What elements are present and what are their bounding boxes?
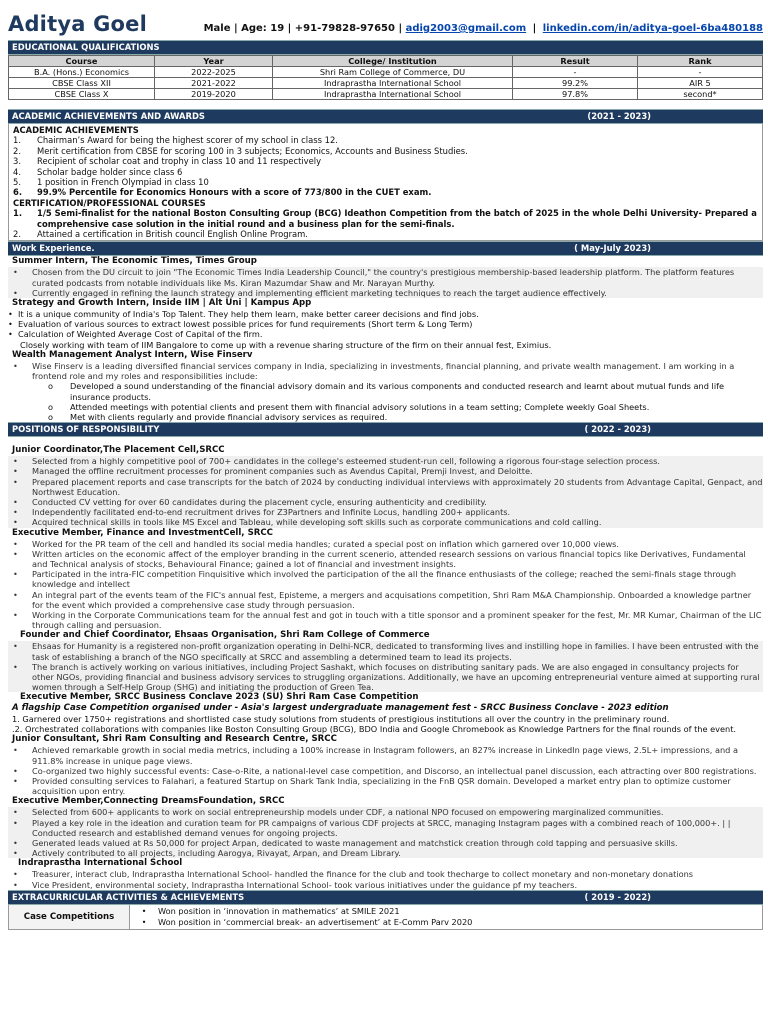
bullet-icon: • — [13, 838, 18, 848]
table-header-row — [9, 56, 763, 67]
list-item — [8, 507, 763, 517]
academic-box — [8, 124, 763, 241]
bullet-icon: • — [13, 507, 18, 518]
item-text: 1 position in French Olympiad in class 10 — [37, 177, 209, 188]
circle-bullet-icon: o — [48, 401, 54, 412]
work-header — [8, 241, 763, 256]
bullet-text: Evaluation of various sources to extract lowest possible prices for fund requirements (Short term & Long Term) — [18, 319, 473, 330]
education-title: EDUCATIONAL QUALIFICATIONS — [12, 42, 160, 52]
bullet-icon: • — [13, 589, 18, 600]
numbered-line: 1. Garnered over 1750+ registrations and shortlisted case study solutions from students of prestigious institutions all over the country in the preliminary round. — [12, 713, 670, 724]
bullet-text: Provided consulting services to Falahari, a featured Startup on Shark Tank India, specializing in the FnB QSR domain. Developed a market entry plan to optimize customer acquisition upon entry. — [32, 775, 731, 797]
bullet-text: Co-organized two highly successful events: Case-o-Rite, a national-level case competition, and Discorso, an intellectual panel discussion, each attracting over 800 registrations. — [32, 765, 757, 776]
table-cell: 2021-2022 — [155, 78, 273, 89]
col-result: Result — [513, 56, 638, 67]
bullet-icon: • — [13, 538, 18, 549]
item-text: Chairman’s Award for being the highest scorer of my school in class 12. — [37, 135, 338, 146]
list-item — [8, 381, 763, 401]
bullet-icon: • — [13, 609, 18, 620]
certification-subtitle: CERTIFICATION/PROFESSIONAL COURSES — [13, 197, 206, 208]
bullet-text: An integral part of the events team of the FIC's annual fest, Episteme, a mergers and acquisations competition, Shri Ram M&A Championship. Onboarded a knowledge partner for the event which provided a comprehensive case study through persuasion. — [32, 589, 752, 610]
extracurricular-dates: ( 2019 - 2022) — [584, 891, 651, 902]
item-text: Attained a certification in British council English Online Program. — [37, 229, 308, 240]
list-item — [8, 766, 763, 776]
bullet-text: Currently engaged in refining the launch strategy and implementing efficient marketing techniques to reach the target audience effectively. — [32, 287, 607, 298]
list-item — [13, 156, 758, 166]
por-header — [8, 422, 763, 437]
position-subtitle: A flagship Case Competition organised under - Asia's largest undergraduate management fest - SRCC Business Conclave - 2023 edition — [12, 703, 669, 714]
category-label: Case Competitions — [9, 905, 130, 929]
list-item — [8, 477, 763, 497]
job-title: Summer Intern, The Economic Times, Times Group — [12, 256, 257, 267]
contact-line — [204, 23, 763, 34]
list-item — [8, 745, 763, 765]
spacer — [8, 100, 763, 109]
bullet-text: Managed the offline recruitment processes for prominent companies such as Avendus Capital, Premji Invest, and Deloitte. — [32, 466, 533, 477]
email-link[interactable]: adig2003@gmail.com — [405, 23, 527, 34]
academic-header — [8, 109, 763, 124]
job-title: Wealth Management Analyst Intern, Wise Finserv — [12, 349, 253, 360]
bullet-icon: • — [141, 916, 147, 927]
resume-page — [8, 0, 763, 930]
work-title: Work Experience. — [12, 243, 95, 254]
education-table — [8, 55, 763, 100]
por-dates: ( 2022 - 2023) — [584, 424, 651, 435]
bullet-text: Calculation of Weighted Average Cost of Capital of the firm. — [18, 329, 263, 340]
bullet-text: Met with clients regularly and provide financial advisory services as required. — [70, 411, 388, 422]
table-cell: CBSE Class XII — [9, 78, 155, 89]
item-number: 6. — [13, 187, 23, 198]
list-item — [8, 549, 763, 569]
list-item — [8, 412, 763, 422]
bullet-text: Wise Finserv is a leading diversified financial services company in India, specializing in investments, financial planning, and private wealth management. I am working in a frontend role and my roles and responsibilities include: — [32, 360, 735, 382]
job-note: Closely working with team of IIM Bangalore to come up with a revenue sharing structure of the firm on their annual fest, Eximius. — [20, 339, 552, 350]
bullet-text: Achieved remarkable growth in social media metrics, including a 100% increase in Instagram followers, an 827% increase in LinkedIn page views, 2.5L+ impressions, and a 911.8% increase in unique page views. — [32, 745, 738, 766]
table-cell: 99.2% — [513, 78, 638, 89]
bullet-text: It is a unique community of India's Top Talent. They help them learn, make better career decisions and find jobs. — [18, 309, 479, 320]
table-cell: CBSE Class X — [9, 89, 155, 100]
bullet-icon: • — [13, 817, 18, 828]
extracurricular-table — [8, 905, 763, 930]
table-cell: 97.8% — [513, 89, 638, 100]
bullet-icon: • — [141, 905, 147, 916]
list-item — [8, 267, 763, 287]
bullet-text: Chosen from the DU circuit to join "The Economic Times India Leadership Council," the country's prestigious membership-based leadership platform. The platform features curated podcasts from notable individuals like Ms. Kiran Mazumdar Shaw and Mr. Narayan Murthy. — [32, 267, 735, 288]
item-number: 1. — [13, 208, 23, 219]
list-item — [8, 848, 763, 858]
bullet-icon: • — [13, 517, 18, 528]
bullet-icon: • — [8, 319, 13, 330]
item-number: 5. — [13, 177, 21, 188]
bullet-text: The branch is actively working on various initiatives, including Project Sashakt, which focuses on distributing sanitary pads. We are also engaged in consultancy projects for other NGOs, providing financial and business advisory services to struggling organizations. Additionally, we have an upcoming entrepreneurial venture aimed at supporting rural women through a Self-Help Group (SHG) and initiating the production of Green Tea. — [32, 661, 760, 693]
bullet-icon: • — [13, 848, 18, 859]
list-item — [8, 539, 763, 549]
list-item — [8, 662, 763, 693]
table-cell: Indraprastha International School — [273, 78, 513, 89]
circle-bullet-icon: o — [48, 411, 54, 422]
linkedin-link[interactable]: linkedin.com/in/aditya-goel-6ba480188 — [542, 23, 763, 34]
bullet-text: Worked for the PR team of the cell and handled its social media handles; curated a special post on inflation which garnered over 10,000 views. — [32, 538, 620, 549]
list-item — [8, 517, 763, 527]
bullet-icon: • — [13, 641, 18, 652]
item-text: 99.9% Percentile for Economics Honours with a score of 773/800 in the CUET exam. — [37, 187, 432, 198]
bullet-icon: • — [8, 309, 13, 320]
work-dates: ( May-July 2023) — [574, 243, 651, 254]
bullet-text: Prepared placement reports and case transcripts for the batch of 2024 by conducting individual interviews with approximately 20 students from Advantage Capital, Genpact, and Northwest Education. — [32, 476, 763, 497]
table-row — [9, 89, 763, 100]
bullet-text: Ehsaas for Humanity is a registered non-profit organization operating in Delhi-NCR, dedicated to transforming lives and instilling hope in families. I have been entrusted with the task of establishing a branch of the NGO specifically at SRCC and assembling a determined team to lead its projects. — [32, 641, 759, 662]
bullet-icon: • — [13, 548, 18, 559]
table-cell: Indraprastha International School — [273, 89, 513, 100]
bullet-text: Generated leads valued at Rs 50,000 for project Arpan, dedicated to waste management and matchstick creation through cold tapping and persuasive skills. — [32, 838, 678, 848]
item-text: 1/5 Semi-finalist for the national Boston Consulting Group (BCG) Ideathon Competition from the batch of 2025 in the whole Delhi University- Prepared a comprehensive case solution in the initial round and a business plan for the semi-finals. — [37, 208, 757, 229]
bullet-text: Written articles on the economic affect of the employer branding in the current scenerio, attended research sessions on various financial topics like Derivatives, Fundamental and Technical analysis of stocks, Behavioural Finance; gained a lot of financial and investment insights. — [32, 548, 746, 569]
list-item — [8, 610, 763, 630]
table-cell: second* — [638, 89, 763, 100]
list-item — [13, 135, 758, 145]
bullet-icon: • — [13, 745, 18, 756]
col-institution: College/ Institution — [273, 56, 513, 67]
list-item — [8, 838, 763, 848]
position-title: Junior Coordinator,The Placement Cell,SRCC — [12, 445, 225, 456]
list-item — [8, 590, 763, 610]
list-item — [8, 569, 763, 589]
item-number: 2. — [13, 229, 21, 240]
list-item — [8, 776, 763, 796]
position-title: Executive Member, SRCC Business Conclave 2023 (SU) Shri Ram Case Competition — [20, 692, 419, 703]
bullet-text: Selected from 600+ applicants to work on social entrepreneurship models under CDF, a national NPO focused on empowering marginalized communities. — [32, 807, 664, 818]
spacer — [8, 437, 763, 445]
personal-details: Male | Age: 19 | +91-79828-97650 | — [203, 23, 403, 34]
position-title: Junior Consultant, Shri Ram Consulting and Research Centre, SRCC — [12, 734, 337, 745]
bullet-icon: • — [13, 476, 18, 487]
position-title: Executive Member,Connecting DreamsFoundation, SRCC — [12, 796, 285, 807]
por-title: POSITIONS OF RESPONSIBILITY — [12, 424, 160, 435]
bullet-text: Actively contributed to all projects, including Aarogya, Rivayat, Arpan, and Dream Library. — [32, 848, 401, 859]
table-cell: AIR 5 — [638, 78, 763, 89]
list-item — [130, 906, 762, 917]
item-text: Scholar badge holder since class 6 — [37, 166, 183, 177]
col-rank: Rank — [638, 56, 763, 67]
table-row — [9, 67, 763, 78]
bullet-icon: • — [13, 267, 18, 278]
list-item — [13, 187, 758, 197]
list-item — [8, 497, 763, 507]
list-item — [8, 880, 763, 890]
table-cell: B.A. (Hons.) Economics — [9, 67, 155, 78]
bullet-text: Conducted CV vetting for over 60 candidates during the placement cycle, ensuring authenticity and credibility. — [32, 496, 487, 507]
bullet-icon: • — [13, 287, 18, 298]
resume-header — [8, 0, 763, 40]
list-item — [8, 309, 763, 319]
extracurricular-title: EXTRACURRICULAR ACTIVITIES & ACHIEVEMENTS — [12, 891, 245, 902]
bullet-icon: • — [13, 879, 18, 890]
list-item — [8, 466, 763, 476]
position-title: Executive Member, Finance and InvestmentCell, SRCC — [12, 527, 273, 538]
bullet-icon: • — [13, 466, 18, 477]
numbered-line: .2. Orchestrated collaborations with companies like Boston Consulting Group (BCG), BDO India and Google Chromebook as Knowledge Partners for the final rounds of the event. — [12, 724, 737, 735]
position-title: Founder and Chief Coordinator, Ehsaas Organisation, Shri Ram College of Commerce — [20, 630, 430, 641]
col-year: Year — [155, 56, 273, 67]
separator: | — [532, 23, 537, 34]
academic-dates: (2021 - 2023) — [587, 111, 651, 121]
list-item — [8, 869, 763, 879]
bullet-text: Developed a sound understanding of the financial advisory domain and its various components and conducted research and learnt about mutual funds and life insurance products. — [70, 381, 725, 402]
list-item — [8, 818, 763, 838]
extracurricular-items — [130, 905, 762, 929]
list-item — [13, 177, 758, 187]
bullet-icon: • — [13, 775, 18, 786]
col-course: Course — [9, 56, 155, 67]
bullet-text: Independently facilitated end-to-end recruitment drives for Z3Partners and Infinite Locus, handling 200+ applicants. — [32, 507, 511, 518]
bullet-text: Selected from a highly competitive pool of 700+ candidates in the college's esteemed student-run cell, following a rigorous four-stage selection process. — [32, 456, 660, 467]
table-cell: 2022-2025 — [155, 67, 273, 78]
bullet-text: Played a key role in the ideation and curation team for PR campaigns of various CDF projects at SRCC, managing Instagram pages with a combined reach of 100,000+. | | Conducted research and established demand venues for ongoing projects. — [32, 817, 731, 838]
list-item — [8, 807, 763, 817]
academic-subtitle: ACADEMIC ACHIEVEMENTS — [13, 125, 139, 135]
bullet-text: Vice President, environmental society, Indraprastha International School- took various initiatives under the guidance pf my teachers. — [32, 879, 578, 890]
item-text: Won position in ‘commercial break- an advertisement’ at E-Comm Parv 2020 — [158, 916, 473, 927]
list-item — [8, 329, 763, 339]
circle-bullet-icon: o — [48, 381, 54, 392]
item-text: Won position in ‘innovation in mathematics’ at SMILE 2021 — [158, 905, 400, 916]
table-cell: - — [513, 67, 638, 78]
bullet-text: Acquired technical skills in tools like MS Excel and Tableau, while developing soft skills such as corporate communications and cold calling. — [32, 517, 602, 528]
bullet-icon: • — [13, 456, 18, 467]
list-item — [13, 167, 758, 177]
bullet-icon: • — [13, 807, 18, 818]
list-item — [8, 641, 763, 661]
bullet-icon: • — [13, 869, 18, 880]
table-cell: Shri Ram College of Commerce, DU — [273, 67, 513, 78]
list-item — [8, 402, 763, 412]
item-number: 1. — [13, 135, 21, 146]
list-item — [13, 229, 758, 239]
bullet-icon: • — [13, 765, 18, 776]
list-item — [13, 146, 758, 156]
position-title: Indraprastha International School — [18, 858, 183, 869]
list-item — [8, 288, 763, 298]
item-number: 4. — [13, 166, 21, 177]
list-item — [8, 456, 763, 466]
table-cell: - — [638, 67, 763, 78]
list-item — [8, 319, 763, 329]
list-item — [13, 208, 758, 229]
bullet-text: Treasurer, interact club, Indraprastha International School- handled the finance for the club and took thecharge to collect monetary and non-monetary donations — [32, 869, 694, 880]
item-number: 2. — [13, 145, 21, 156]
bullet-text: Working in the Corporate Communications team for the annual fest and got in touch with a title sponsor and a prominent speaker for the fest, Mr. MR Kumar, Chairman of the LIC through calling and persuasion. — [32, 609, 762, 631]
list-item — [130, 917, 762, 928]
table-row — [9, 78, 763, 89]
bullet-icon: • — [8, 329, 13, 340]
candidate-name: Aditya Goel — [8, 12, 147, 36]
list-item — [8, 361, 763, 381]
item-text: Merit certification from CBSE for scoring 100 in 3 subjects; Economics, Accounts and Business Studies. — [37, 145, 468, 156]
bullet-text: Participated in the intra-FIC competition Finquisitive which involved the participation of the all the finance enthusiasts of the college; reached the semi-finals stage through knowledge and intellect — [32, 569, 737, 590]
job-title: Strategy and Growth Intern, Inside IIM | Alt Uni | Kampus App — [12, 298, 312, 309]
extracurricular-header — [8, 890, 763, 905]
academic-title: ACADEMIC ACHIEVEMENTS AND AWARDS — [12, 111, 205, 121]
table-cell: 2019-2020 — [155, 89, 273, 100]
bullet-icon: • — [13, 360, 18, 371]
item-number: 3. — [13, 156, 21, 167]
bullet-icon: • — [13, 569, 18, 580]
education-header — [8, 40, 763, 55]
bullet-icon: • — [13, 661, 18, 672]
bullet-text: Attended meetings with potential clients and present them with financial advisory solutions in a team setting; Complete weekly Goal Sheets. — [70, 401, 650, 412]
bullet-icon: • — [13, 496, 18, 507]
item-text: Recipient of scholar coat and trophy in class 10 and 11 respectively — [37, 156, 322, 167]
